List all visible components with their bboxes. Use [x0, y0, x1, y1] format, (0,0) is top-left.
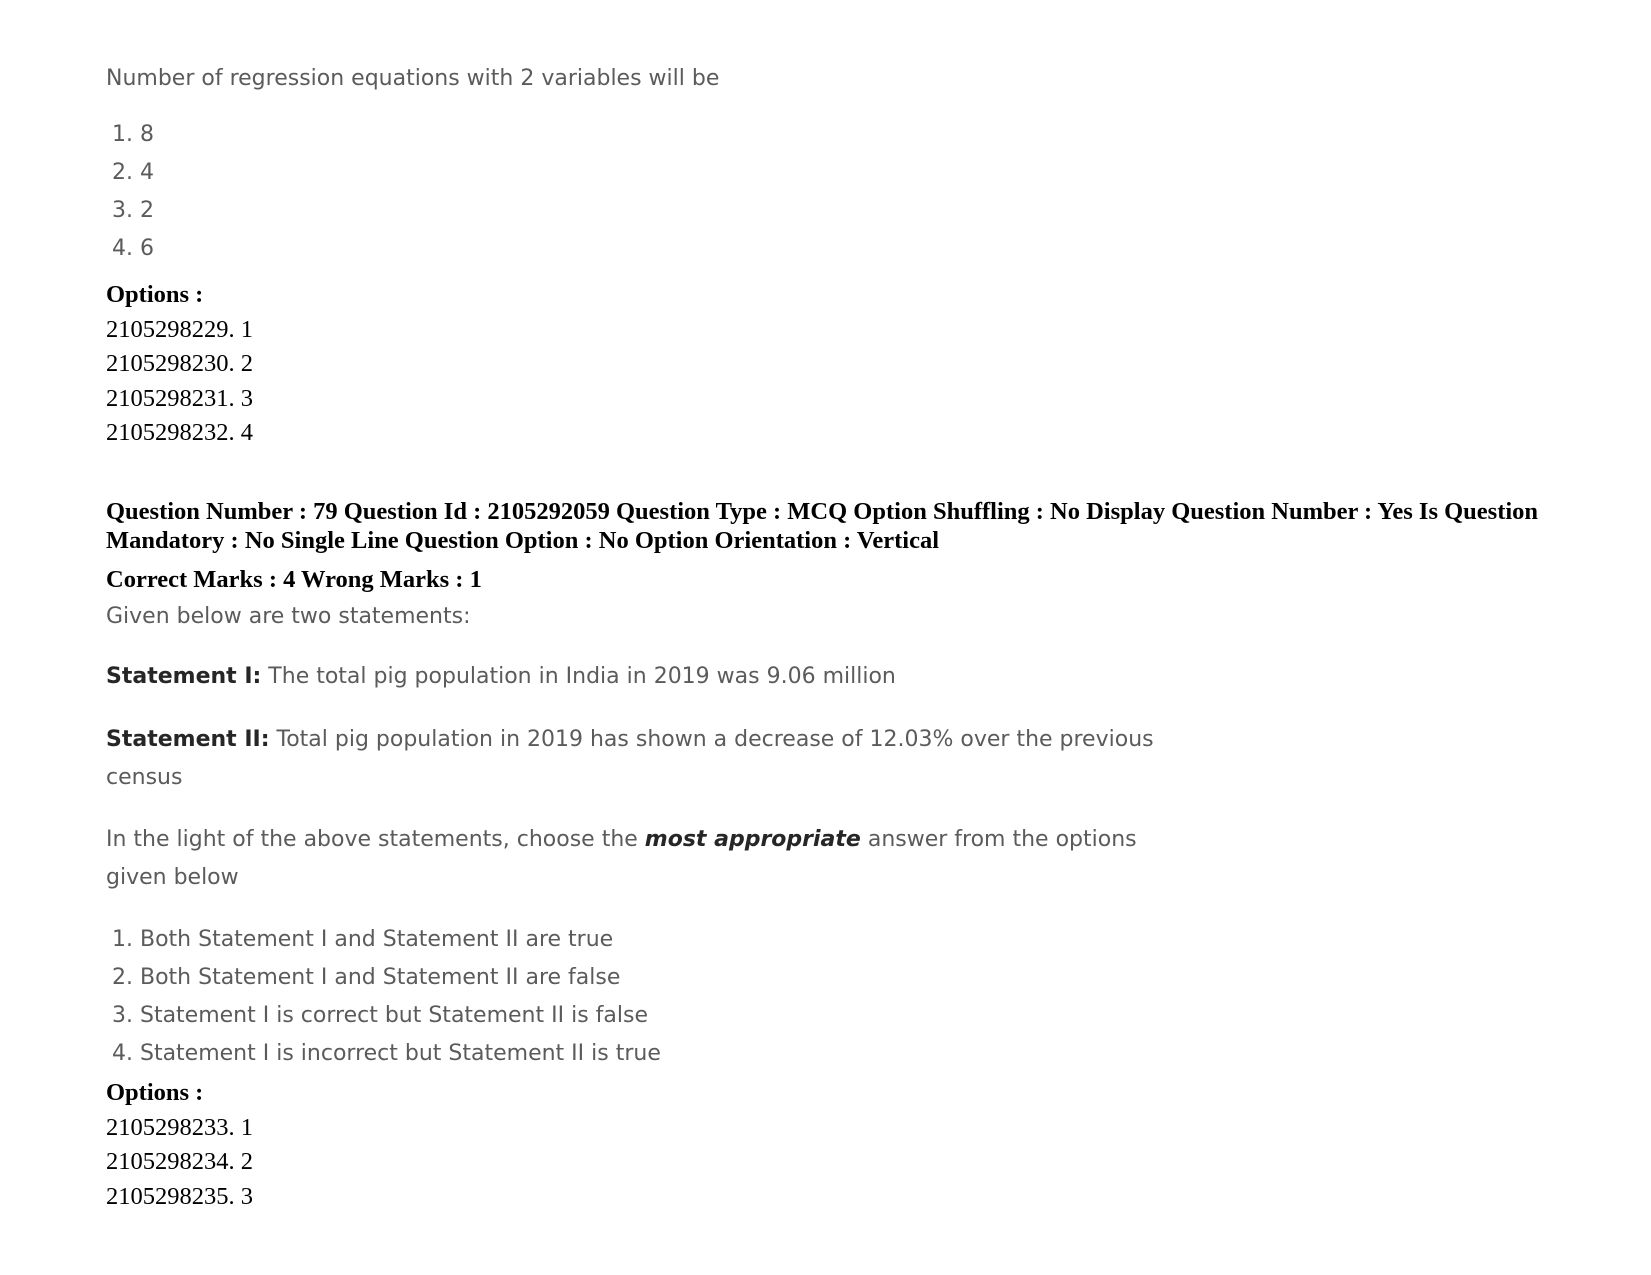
- answer-choice-list: [112, 116, 154, 268]
- option-id-item: 2105298233. 1: [106, 1114, 253, 1141]
- question-marks: Correct Marks : 4 Wrong Marks : 1: [106, 566, 482, 593]
- statement-two: [106, 721, 1156, 797]
- answer-choice: 1. Both Statement I and Statement II are true: [112, 927, 614, 952]
- options-label: Options :: [106, 281, 204, 308]
- options-label: Options :: [106, 1079, 204, 1106]
- instruction-text: answer from the options given below: [106, 827, 1137, 890]
- option-id-item: 2105298230. 2: [106, 350, 253, 378]
- statement-one: [106, 658, 1156, 696]
- answer-choice-list: [112, 921, 661, 1073]
- option-id-item: 2105298231. 3: [106, 384, 253, 412]
- option-id-item: 2105298229. 1: [106, 316, 253, 343]
- answer-choice: 3. Statement I is correct but Statement II is false: [112, 1003, 648, 1028]
- option-id-item: 2105298235. 3: [106, 1182, 253, 1210]
- option-id-item: 2105298234. 2: [106, 1148, 253, 1176]
- statement-one-text: The total pig population in India in 2019 was 9.06 million: [261, 664, 896, 689]
- answer-choice: 1. 8: [112, 122, 154, 147]
- question-meta: Question Number : 79 Question Id : 2105292059 Question Type : MCQ Option Shuffling : No Display Question Number : Yes Is Question Mandatory : No Single Line Question Option : No Option Orientation : Vertical: [106, 498, 1539, 554]
- instruction-emphasis: most appropriate: [644, 827, 861, 852]
- statement-two-text: Total pig population in 2019 has shown a decrease of 12.03% over the previous census: [106, 727, 1154, 790]
- statement-two-label: Statement II:: [106, 727, 270, 752]
- statement-one-label: Statement I:: [106, 664, 262, 689]
- question-intro: Given below are two statements:: [106, 604, 471, 629]
- answer-choice: 4. 6: [112, 236, 154, 261]
- option-id-list: [106, 313, 253, 451]
- answer-choice: 4. Statement I is incorrect but Statement II is true: [112, 1041, 661, 1066]
- question-instruction: [106, 821, 1156, 897]
- option-id-list: [106, 1111, 253, 1214]
- answer-choice: 2. 4: [112, 160, 154, 185]
- option-id-item: 2105298232. 4: [106, 419, 253, 447]
- answer-choice: 3. 2: [112, 198, 154, 223]
- question-text: Number of regression equations with 2 variables will be: [106, 66, 720, 91]
- answer-choice: 2. Both Statement I and Statement II are false: [112, 965, 621, 990]
- instruction-text: In the light of the above statements, choose the: [106, 827, 645, 852]
